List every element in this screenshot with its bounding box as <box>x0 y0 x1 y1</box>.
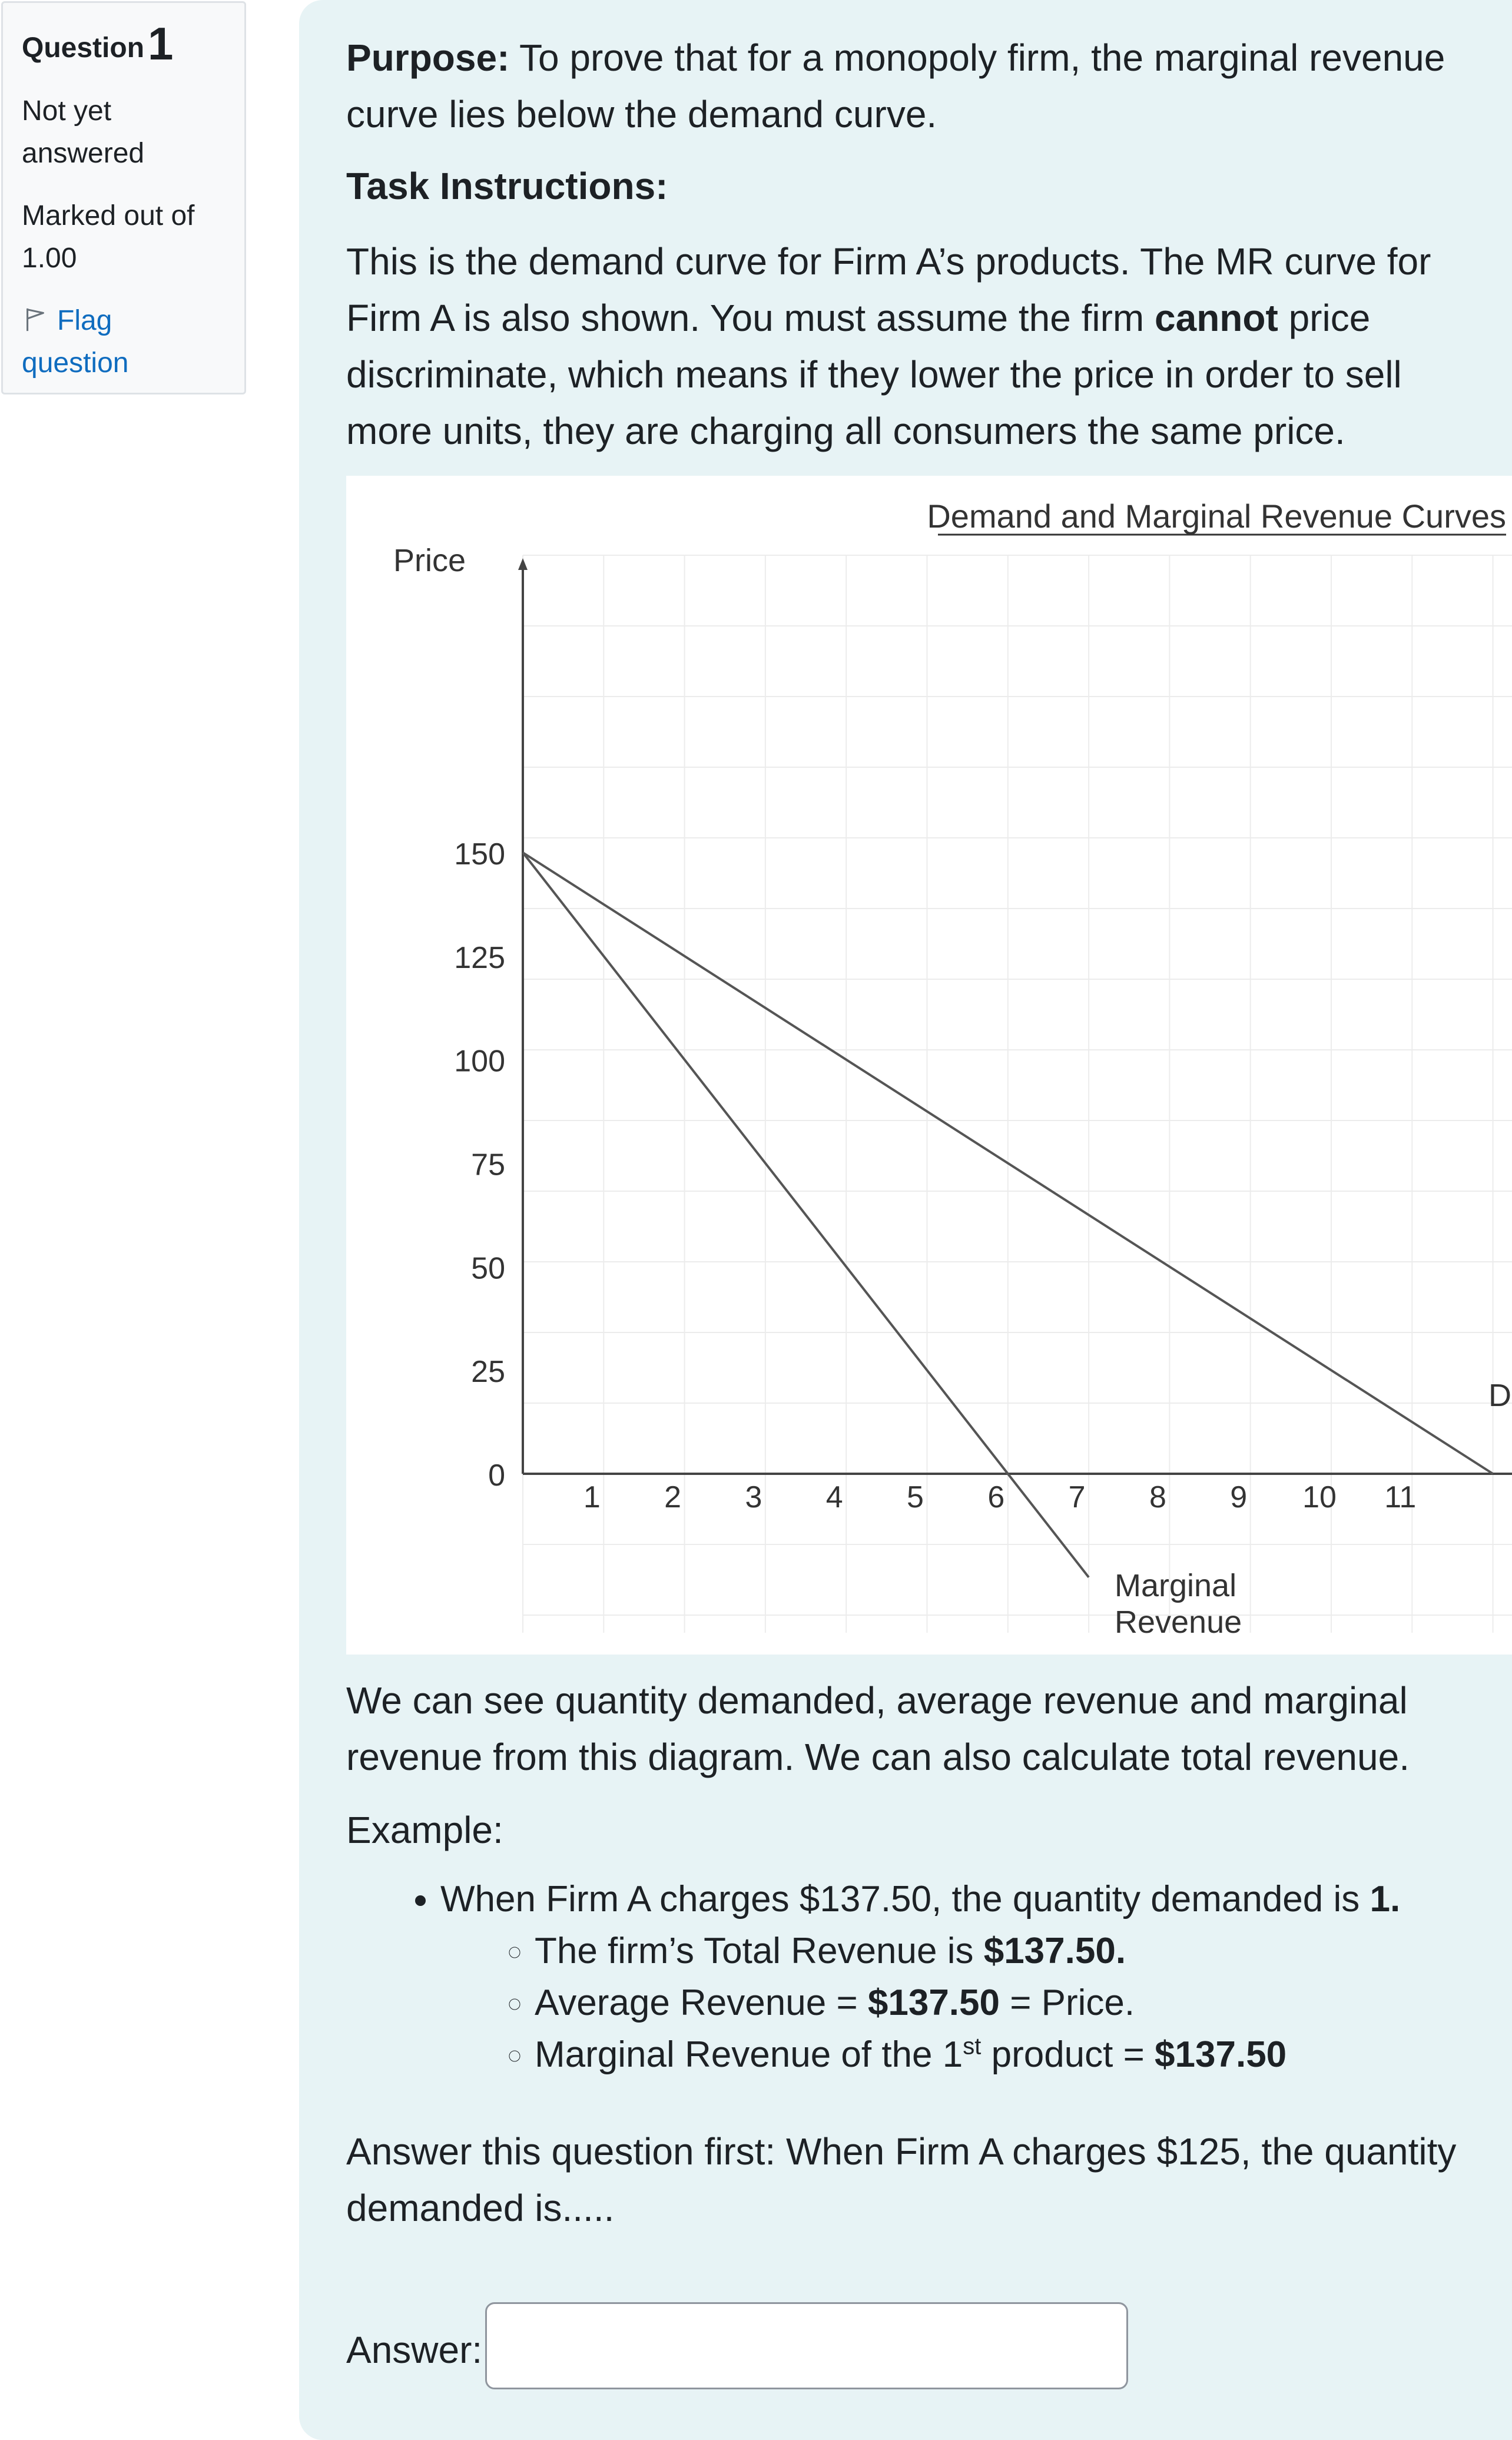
marginal-revenue-line <box>523 853 1089 1577</box>
question-number: 1 <box>148 18 174 69</box>
task-text-part-1: This is the demand curve for Firm A’s products. The MR curve for Firm A is also shown. You must assume the firm <box>346 240 1431 339</box>
example-label: Example: <box>346 1809 503 1851</box>
example-subitem-total-revenue: ◦ The firm’s Total Revenue is $137.50. <box>535 1925 1500 1977</box>
y-axis-arrow <box>518 558 528 570</box>
demand-curve-label: D <box>1488 1378 1511 1413</box>
x-tick-label: 5 <box>907 1480 924 1514</box>
x-tick-label: 9 <box>1230 1480 1248 1514</box>
example-subitem-marginal-revenue: ◦ Marginal Revenue of the 1st product = $137.50 <box>535 2029 1500 2081</box>
y-tick-label: 100 <box>454 1044 505 1079</box>
task-instructions-text <box>346 233 1483 459</box>
task-text-part-2: price discriminate, which means if they lower the price in order to sell more units, they are charging all consumers the same price. <box>346 297 1402 452</box>
example-sublist <box>440 1925 1500 2081</box>
y-tick-label: 125 <box>454 940 505 975</box>
chart-svg <box>346 476 1512 1655</box>
question-number-heading <box>22 18 226 69</box>
task-instructions-heading: Task Instructions: <box>346 165 668 207</box>
x-tick-label: 3 <box>745 1480 762 1514</box>
y-tick-label: 50 <box>471 1251 505 1286</box>
question-label: Question <box>22 32 145 64</box>
x-tick-label: 10 <box>1302 1480 1337 1514</box>
example-list <box>346 1874 1500 2081</box>
answer-input[interactable] <box>485 2302 1128 2389</box>
y-tick-label: 0 <box>488 1458 505 1493</box>
x-tick-label: 11 <box>1384 1480 1417 1514</box>
answer-question-text: Answer this question first: When Firm A charges $125, the quantity demanded is..... <box>346 2130 1457 2229</box>
question-info <box>1 1 246 394</box>
answer-label: Answer: <box>346 2329 483 2371</box>
demand-mr-chart <box>346 476 1512 1655</box>
y-axis-label: Price <box>393 543 466 578</box>
x-tick-label: 1 <box>583 1480 601 1514</box>
x-tick-label: 4 <box>825 1480 843 1514</box>
example-bullet: • When Firm A charges $137.50, the quantity demanded is 1. ◦ The firm’s Total Revenue is $137.50. ◦ Average Revenue = $137.50 = Price. ◦ Marginal Revenue of the 1st product = $137.50 <box>440 1874 1500 2081</box>
y-tick-label: 150 <box>454 837 505 872</box>
marginal-revenue-label-line-1: Marginal <box>1115 1568 1237 1603</box>
x-tick-label: 2 <box>664 1480 682 1514</box>
y-tick-label: 75 <box>471 1148 505 1182</box>
purpose-text: To prove that for a monopoly firm, the marginal revenue curve lies below the demand curve. <box>346 37 1445 135</box>
question-state: Not yet answered <box>22 95 145 169</box>
question-grade: Marked out of 1.00 <box>22 200 195 274</box>
purpose-paragraph <box>346 29 1477 142</box>
y-tick-label: 25 <box>471 1355 505 1390</box>
chart-title: Demand and Marginal Revenue Curves <box>927 498 1506 535</box>
x-tick-label: 6 <box>987 1480 1005 1514</box>
flag-icon <box>22 306 49 333</box>
x-tick-label: 8 <box>1149 1480 1166 1514</box>
task-text-bold: cannot <box>1155 297 1278 339</box>
question-content <box>299 0 1512 2440</box>
flag-question-link[interactable] <box>22 300 226 384</box>
x-tick-label: 7 <box>1068 1480 1086 1514</box>
chart-intro-paragraph: We can see quantity demanded, average revenue and marginal revenue from this diagram. We can also calculate total revenue. <box>346 1679 1410 1778</box>
purpose-label: Purpose: <box>346 37 510 79</box>
flag-question-label: Flag question <box>22 305 129 379</box>
question-text <box>346 29 1512 459</box>
post-chart-text <box>346 1672 1500 2236</box>
marginal-revenue-label-line-2: Revenue <box>1115 1604 1242 1640</box>
example-subitem-average-revenue: ◦ Average Revenue = $137.50 = Price. <box>535 1977 1500 2029</box>
